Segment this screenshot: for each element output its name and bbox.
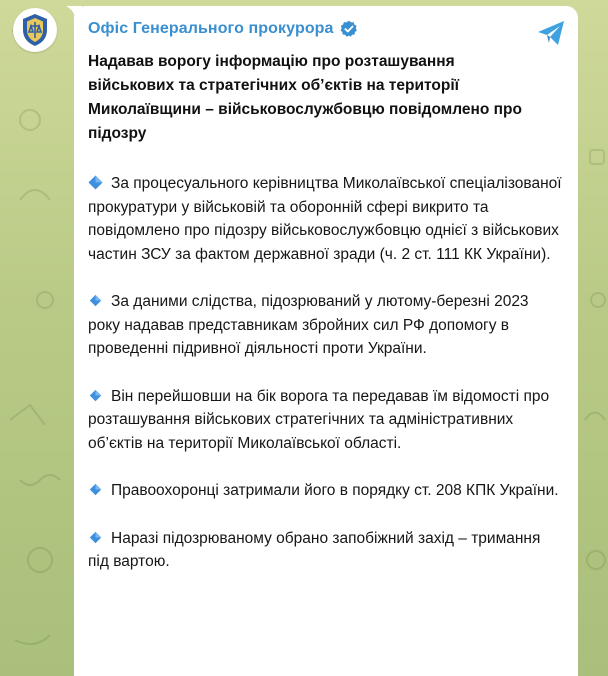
small-blue-diamond-icon: [89, 483, 102, 496]
small-blue-diamond-icon: [89, 531, 102, 544]
post-headline: Надавав ворогу інформацію про розташування військових та стратегічних об’єктів на території Миколаївщини – військовослужбовцю повідомлено про підозру: [88, 53, 522, 142]
verified-badge-icon: [340, 20, 358, 38]
small-blue-diamond-icon: [89, 389, 102, 402]
paragraph-text: За процесуального керівництва Миколаївської спеціалізованої прокуратури у військовій та оборонній сфері викрито та повідомлено про підозру військовослужбовцю однієї з військових частин ЗСУ за фактом державної зради (ч. 2 ст. 111 КК України).: [88, 175, 562, 263]
channel-header: [88, 16, 564, 42]
small-blue-diamond-icon: [89, 294, 102, 307]
paragraph-1: [88, 172, 564, 266]
prosecutor-emblem-icon: [20, 13, 50, 47]
paragraph-3: [88, 385, 564, 456]
large-blue-diamond-icon: [88, 175, 103, 190]
paragraph-text: Правоохоронці затримали його в порядку ст. 208 КПК України.: [111, 482, 559, 499]
message-bubble: [74, 6, 578, 676]
paragraph-text: Наразі підозрюваному обрано запобіжний захід – тримання під вартою.: [88, 529, 541, 570]
paragraph-5: [88, 527, 564, 574]
paragraph-4: [88, 479, 564, 503]
paragraph-text: За даними слідства, підозрюваний у лютому-березні 2023 року надавав представникам збройних сил РФ допомогу в проведенні підривної діяльності проти України.: [88, 293, 529, 357]
channel-avatar[interactable]: [13, 8, 57, 52]
channel-name[interactable]: Офіс Генерального прокурора: [88, 20, 334, 37]
paragraph-text: Він перейшовши на бік ворога та передавав їм відомості про розташування військових стратегічних та адміністративних об’єктів на території Миколаївської області.: [88, 387, 550, 452]
share-button[interactable]: [536, 19, 566, 47]
paragraph-2: [88, 290, 564, 361]
share-arrow-icon: [536, 19, 566, 47]
